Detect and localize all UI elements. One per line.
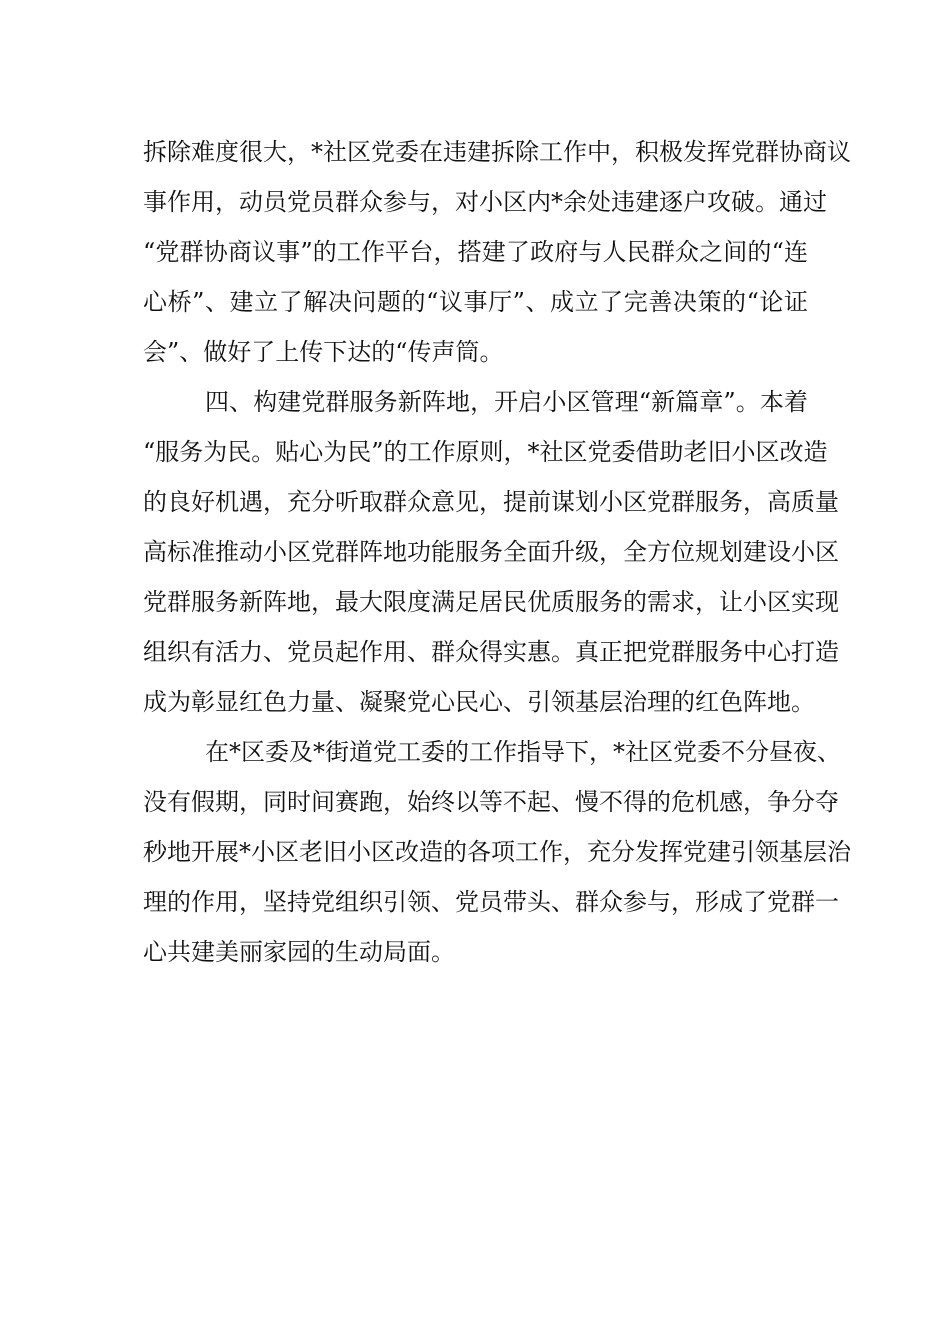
paragraph-2-line-7: 成为彰显红色力量、凝聚党心民心、引领基层治理的红色阵地。 — [143, 688, 815, 716]
paragraph-1-line-4: 心桥”、建立了解决问题的“议事厅”、成立了完善决策的“论证 — [143, 288, 808, 316]
paragraph-2-line-5: 党群服务新阵地，最大限度满足居民优质服务的需求，让小区实现 — [143, 588, 839, 616]
paragraph-2-line-3: 的良好机遇，充分听取群众意见，提前谋划小区党群服务，高质量 — [143, 488, 839, 516]
paragraph-2-line-2: “服务为民。贴心为民”的工作原则，*社区党委借助老旧小区改造 — [143, 438, 828, 466]
paragraph-2-line-4: 高标准推动小区党群阵地功能服务全面升级，全方位规划建设小区 — [143, 538, 839, 566]
paragraph-1-line-1: 拆除难度很大，*社区党委在违建拆除工作中，积极发挥党群协商议 — [143, 138, 851, 166]
paragraph-2-line-1: 四、构建党群服务新阵地，开启小区管理“新篇章”。本着 — [205, 388, 808, 416]
paragraph-3-line-4: 理的作用，坚持党组织引领、党员带头、群众参与，形成了党群一 — [143, 888, 839, 916]
paragraph-1-line-5: 会”、做好了上传下达的“传声筒。 — [143, 338, 504, 366]
paragraph-3-line-1: 在*区委及*街道党工委的工作指导下，*社区党委不分昼夜、 — [205, 738, 841, 766]
paragraph-3-line-3: 秒地开展*小区老旧小区改造的各项工作，充分发挥党建引领基层治 — [143, 838, 851, 866]
paragraph-3-line-2: 没有假期，同时间赛跑，始终以等不起、慢不得的危机感，争分夺 — [143, 788, 839, 816]
paragraph-3-line-5: 心共建美丽家园的生动局面。 — [143, 938, 455, 966]
paragraph-1-line-2: 事作用，动员党员群众参与，对小区内*余处违建逐户攻破。通过 — [143, 188, 827, 216]
paragraph-1-line-3: “党群协商议事”的工作平台，搭建了政府与人民群众之间的“连 — [143, 238, 808, 266]
paragraph-2-line-6: 组织有活力、党员起作用、群众得实惠。真正把党群服务中心打造 — [143, 638, 839, 666]
